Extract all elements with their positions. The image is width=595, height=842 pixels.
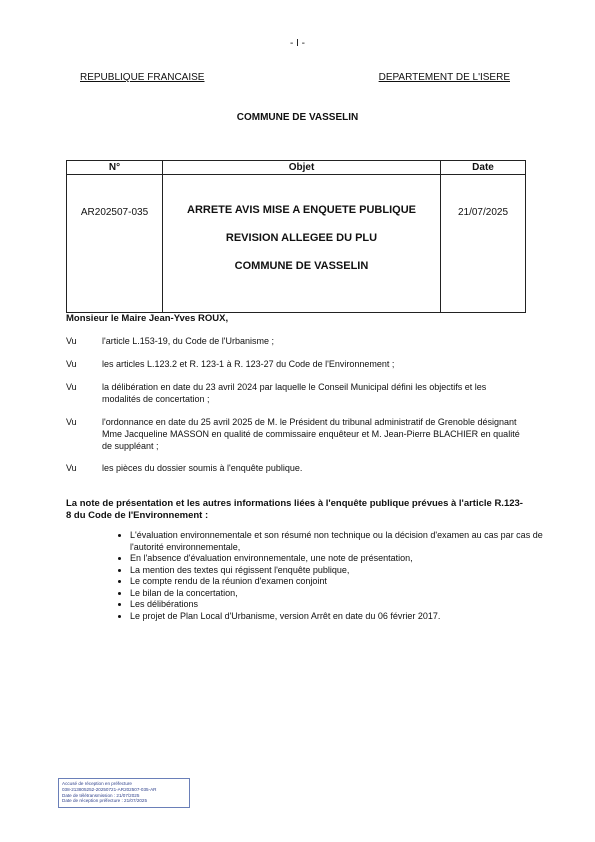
arrete-table [66, 160, 526, 313]
header-republique: REPUBLIQUE FRANCAISE [80, 72, 205, 83]
header-objet: Objet [163, 161, 441, 175]
vu-label: Vu [66, 382, 77, 392]
arrete-date: 21/07/2025 [441, 175, 526, 313]
list-item: • La mention des textes qui régissent l'enquête publique, [130, 565, 550, 577]
note-intro: La note de présentation et les autres informations liées à l'enquête publique prévues à l'article R.123-8 du Code de l'Environnement : [66, 498, 523, 521]
commune-title: COMMUNE DE VASSELIN [236, 112, 359, 123]
stamp-line-4: Date de réception préfecture : 21/07/2025 [62, 798, 148, 804]
vu-label: Vu [66, 336, 77, 346]
list-item: • Le projet de Plan Local d'Urbanisme, version Arrêt en date du 06 février 2017. [130, 611, 550, 623]
vu-text: la délibération en date du 23 avril 2024 par laquelle le Conseil Municipal défini les objectifs et les modalités de concertation ; [102, 382, 487, 404]
vu-text: l'ordonnance en date du 25 avril 2025 de M. le Président du tribunal administratif de Grenoble désignant Mme Jacqueline MASSON en qualité de commissaire enquêteur et M. Jean-Pierre BLACHIER en qualité de suppléant ; [102, 417, 520, 451]
vu-item [66, 381, 526, 405]
stamp-line-1: Accusé de réception en préfecture [62, 781, 132, 786]
objet-line-1: ARRETE AVIS MISE A ENQUETE PUBLIQUE [187, 204, 416, 216]
table-row [67, 175, 526, 313]
list-item: • L'évaluation environnementale et son résumé non technique ou la décision d'examen au cas par cas de l'autorité environnementale, [130, 530, 550, 553]
arrete-objet [163, 175, 441, 313]
vu-item [66, 335, 526, 347]
vu-label: Vu [66, 463, 77, 473]
page-number: - I - [290, 38, 305, 49]
header-numero: N° [67, 161, 163, 175]
vu-item [66, 416, 526, 452]
table-header-row [67, 161, 526, 175]
header-departement: DEPARTEMENT DE L'ISERE [378, 72, 510, 83]
vu-text: les pièces du dossier soumis à l'enquête publique. [102, 463, 303, 473]
vu-item [66, 358, 526, 370]
objet-line-3: COMMUNE DE VASSELIN [234, 260, 369, 272]
objet-line-2: REVISION ALLEGEE DU PLU [225, 232, 378, 244]
vu-label: Vu [66, 359, 77, 369]
prefecture-stamp [58, 778, 190, 808]
maire-line: Monsieur le Maire Jean-Yves ROUX, [66, 313, 229, 324]
vu-label: Vu [66, 417, 77, 427]
document-list [104, 530, 550, 622]
stamp-line-3: Date de télétransmission : 21/07/2025 [62, 792, 140, 798]
vu-text: l'article L.153-19, du Code de l'Urbanisme ; [102, 336, 275, 346]
list-item: • Le compte rendu de la réunion d'examen conjoint [130, 576, 550, 588]
list-item: • Les délibérations [130, 599, 550, 611]
vu-item [66, 462, 526, 474]
vu-text: les articles L.123.2 et R. 123-1 à R. 123-27 du Code de l'Environnement ; [102, 359, 395, 369]
stamp-line-2: 038-213805252-20250721-AR202507-035-AR [62, 786, 157, 792]
arrete-number: AR202507-035 [67, 175, 163, 313]
list-item: • En l'absence d'évaluation environnementale, une note de présentation, [130, 553, 550, 565]
header-date: Date [441, 161, 526, 175]
list-item: • Le bilan de la concertation, [130, 588, 550, 600]
